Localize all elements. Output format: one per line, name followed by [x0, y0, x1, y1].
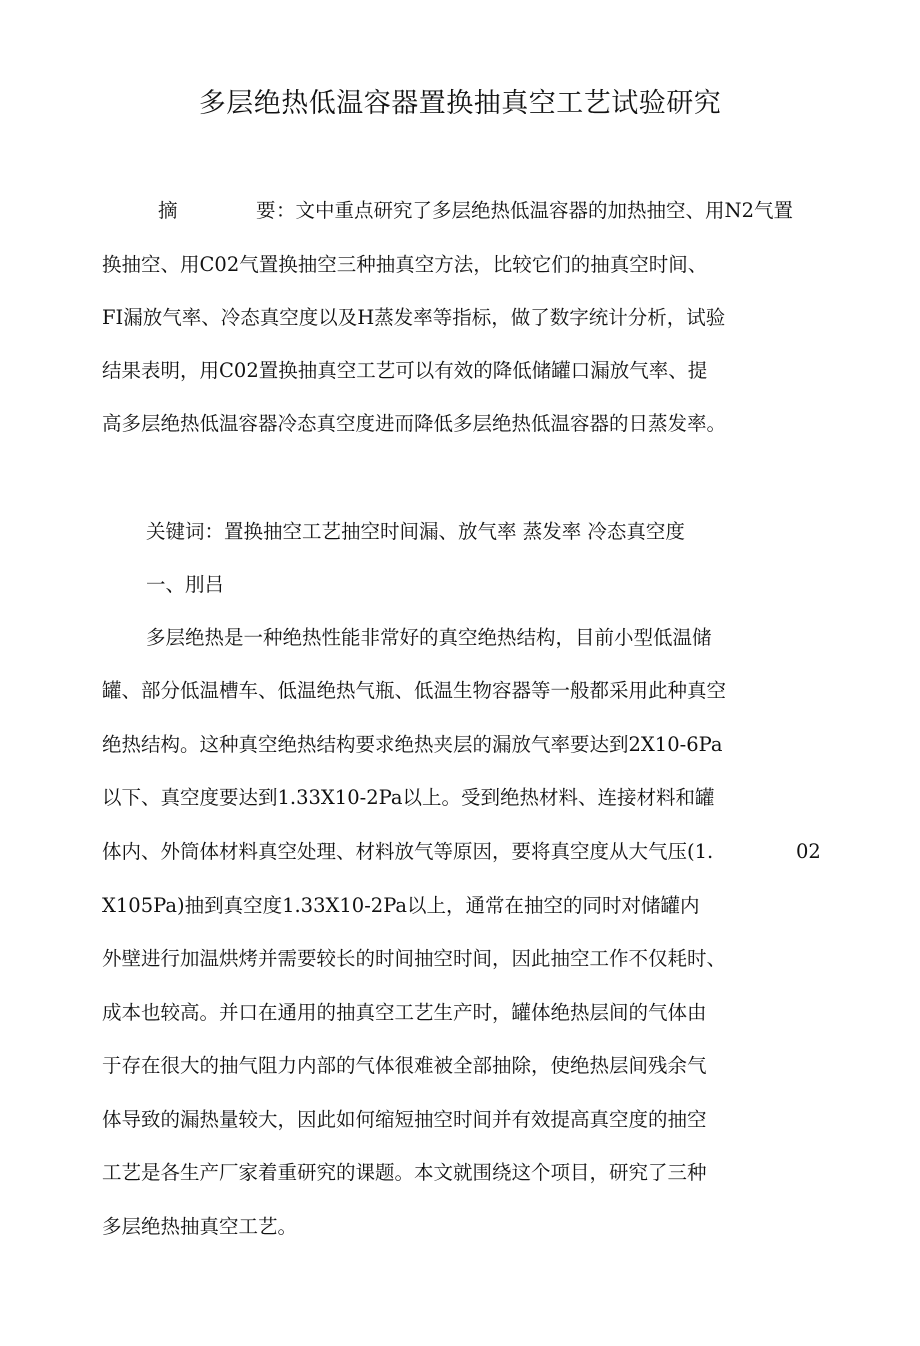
- abstract-label-char-1: 摘: [158, 199, 178, 222]
- section-heading: 一、刖吕: [146, 573, 225, 596]
- abstract-label-char-2: 要: [256, 199, 276, 222]
- body-line-9: 于存在很大的抽气阻力内部的气体很难被全部抽除，使绝热层间残余气: [102, 1054, 707, 1077]
- body-line-12: 多层绝热抽真空工艺。: [102, 1215, 298, 1238]
- abstract-line-5: 高多层绝热低温容器冷态真空度进而降低多层绝热低温容器的日蒸发率。: [102, 412, 727, 435]
- body-line-11: 工艺是各生产厂家着重研究的课题。本文就围绕这个项目，研究了三种: [102, 1161, 707, 1184]
- body-line-3: 绝热结构。这种真空绝热结构要求绝热夹层的漏放气率要达到2X10-6Pa: [102, 733, 723, 756]
- body-line-2: 罐、部分低温槽车、低温绝热气瓶、低温生物容器等一般都采用此种真空: [102, 679, 727, 702]
- abstract-line-4: 结果表明，用C02置换抽真空工艺可以有效的降低储罐口漏放气率、提: [102, 359, 708, 382]
- body-line-1: 多层绝热是一种绝热性能非常好的真空绝热结构，目前小型低温储: [146, 626, 712, 649]
- abstract-line-1: ：文中重点研究了多层绝热低温容器的加热抽空、用N2气置: [276, 199, 793, 222]
- keywords: 关键词：置换抽空工艺抽空时间漏、放气率 蒸发率 冷态真空度: [146, 520, 685, 543]
- document-title: 多层绝热低温容器置换抽真空工艺试验研究: [198, 88, 722, 119]
- body-line-5: 体内、外筒体材料真空处理、材料放气等原因，要将真空度从大气压(1.: [102, 840, 714, 863]
- body-line-6: X105Pa)抽到真空度1.33X10-2Pa以上，通常在抽空的同时对储罐内: [102, 894, 700, 917]
- body-line-5-tail: 02: [796, 840, 821, 863]
- body-line-4: 以下、真空度要达到1.33X10-2Pa以上。受到绝热材料、连接材料和罐: [102, 786, 715, 809]
- abstract-line-3: FI漏放气率、冷态真空度以及H蒸发率等指标，做了数字统计分析，试验: [102, 306, 726, 329]
- body-line-8: 成本也较高。并口在通用的抽真空工艺生产时，罐体绝热层间的气体由: [102, 1001, 707, 1024]
- body-line-10: 体导致的漏热量较大，因此如何缩短抽空时间并有效提高真空度的抽空: [102, 1108, 707, 1131]
- abstract-line-2: 换抽空、用C02气置换抽空三种抽真空方法，比较它们的抽真空时间、: [102, 253, 708, 276]
- body-line-7: 外壁进行加温烘烤并需要较长的时间抽空时间，因此抽空工作不仅耗时、: [102, 947, 727, 970]
